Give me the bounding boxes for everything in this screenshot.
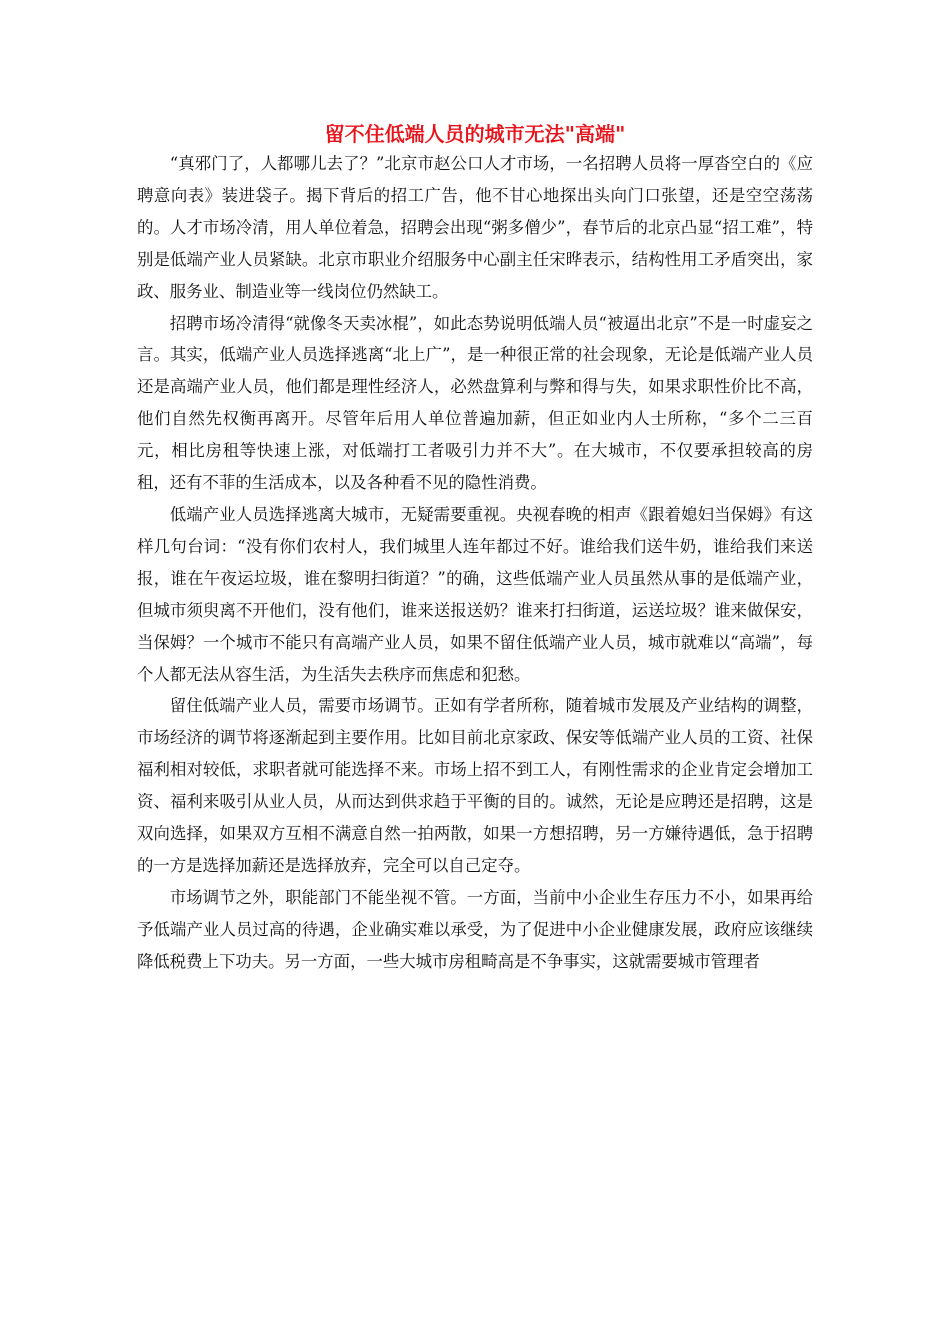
paragraph-2: 招聘市场冷清得“就像冬天卖冰棍”，如此态势说明低端人员“被逼出北京”不是一时虚妄之言。其实，低端产业人员选择逃离“北上广”，是一种很正常的社会现象，无论是低端产业人员还是高端产业人员，他们都是理性经济人，必然盘算利与弊和得与失，如果求职性价比不高，他们自然先权衡再离开。尽管年后用人单位普遍加薪，但正如业内人士所称，“多个二三百元，相比房租等快速上涨，对低端打工者吸引力并不大”。在大城市，不仅要承担较高的房租，还有不菲的生活成本，以及各种看不见的隐性消费。: [137, 313, 813, 493]
document-body: [137, 148, 813, 978]
paragraph-5: 市场调节之外，职能部门不能坐视不管。一方面，当前中小企业生存压力不小，如果再给予低端产业人员过高的待遇，企业确实难以承受，为了促进中小企业健康发展，政府应该继续降低税费上下功夫。另一方面，一些大城市房租畸高是不争事实，这就需要城市管理者: [137, 887, 813, 971]
paragraph-1: “真邪门了，人都哪儿去了？”北京市赵公口人才市场，一名招聘人员将一厚沓空白的《应聘意向表》装进袋子。揭下背后的招工广告，他不甘心地探出头向门口张望，还是空空荡荡的。人才市场冷清，用人单位着急，招聘会出现“粥多僧少”，春节后的北京凸显“招工难”，特别是低端产业人员紧缺。北京市职业介绍服务中心副主任宋晔表示，结构性用工矛盾突出，家政、服务业、制造业等一线岗位仍然缺工。: [137, 154, 813, 301]
document-title: 留不住低端人员的城市无法"高端": [324, 122, 626, 146]
paragraph-3: 低端产业人员选择逃离大城市，无疑需要重视。央视春晚的相声《跟着媳妇当保姆》有这样几句台词：“没有你们农村人，我们城里人连年都过不好。谁给我们送牛奶，谁给我们来送报，谁在午夜运垃圾，谁在黎明扫街道？”的确，这些低端产业人员虽然从事的是低端产业，但城市须臾离不开他们，没有他们，谁来送报送奶？谁来打扫街道，运送垃圾？谁来做保安，当保姆？一个城市不能只有高端产业人员，如果不留住低端产业人员，城市就难以“高端”，每个人都无法从容生活，为生活失去秩序而焦虑和犯愁。: [137, 504, 813, 684]
paragraph-4: 留住低端产业人员，需要市场调节。正如有学者所称，随着城市发展及产业结构的调整，市场经济的调节将逐渐起到主要作用。比如目前北京家政、保安等低端产业人员的工资、社保福利相对较低，求职者就可能选择不来。市场上招不到工人，有刚性需求的企业肯定会增加工资、福利来吸引从业人员，从而达到供求趋于平衡的目的。诚然，无论是应聘还是招聘，这是双向选择，如果双方互相不满意自然一拍两散，如果一方想招聘，另一方嫌待遇低，急于招聘的一方是选择加薪还是选择放弃，完全可以自己定夺。: [137, 696, 813, 875]
